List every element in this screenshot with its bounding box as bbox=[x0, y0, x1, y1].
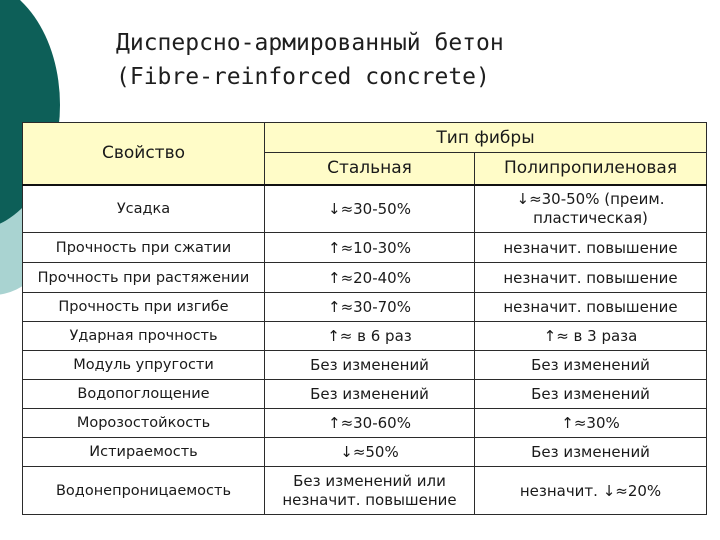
cell-property: Истираемость bbox=[23, 438, 265, 467]
title-line-2: (Fibre-reinforced concrete) bbox=[116, 64, 490, 90]
cell-polypropylene: Без изменений bbox=[475, 438, 707, 467]
cell-polypropylene: ↑≈ в 3 раза bbox=[475, 322, 707, 351]
table-row bbox=[23, 351, 707, 380]
cell-polypropylene: Без изменений bbox=[475, 380, 707, 409]
table-row bbox=[23, 409, 707, 438]
cell-steel: ↓≈50% bbox=[265, 438, 475, 467]
header-fiber-type: Тип фибры bbox=[265, 123, 707, 153]
cell-property: Морозостойкость bbox=[23, 409, 265, 438]
cell-polypropylene: ↓≈30-50% (преим. пластическая) bbox=[475, 185, 707, 233]
table-row bbox=[23, 467, 707, 515]
cell-property: Водопоглощение bbox=[23, 380, 265, 409]
cell-property: Водонепроницаемость bbox=[23, 467, 265, 515]
table-row bbox=[23, 293, 707, 322]
cell-property: Ударная прочность bbox=[23, 322, 265, 351]
cell-steel: ↑≈ в 6 раз bbox=[265, 322, 475, 351]
cell-steel: ↑≈30-70% bbox=[265, 293, 475, 322]
header-polypropylene: Полипропиленовая bbox=[475, 153, 707, 185]
cell-steel: ↑≈30-60% bbox=[265, 409, 475, 438]
table-row bbox=[23, 322, 707, 351]
cell-steel: Без изменений или незначит. повышение bbox=[265, 467, 475, 515]
cell-property: Прочность при изгибе bbox=[23, 293, 265, 322]
table-row bbox=[23, 263, 707, 293]
cell-steel: ↓≈30-50% bbox=[265, 185, 475, 233]
cell-steel: Без изменений bbox=[265, 351, 475, 380]
properties-table bbox=[22, 122, 707, 515]
cell-property: Усадка bbox=[23, 185, 265, 233]
cell-polypropylene: ↑≈30% bbox=[475, 409, 707, 438]
title-line-1: Дисперсно-армированный бетон bbox=[116, 30, 504, 56]
cell-polypropylene: Без изменений bbox=[475, 351, 707, 380]
slide-title bbox=[116, 26, 504, 94]
table-row bbox=[23, 233, 707, 263]
cell-steel: ↑≈20-40% bbox=[265, 263, 475, 293]
table-row bbox=[23, 185, 707, 233]
cell-steel: Без изменений bbox=[265, 380, 475, 409]
header-property: Свойство bbox=[23, 123, 265, 185]
cell-property: Прочность при растяжении bbox=[23, 263, 265, 293]
cell-polypropylene: незначит. повышение bbox=[475, 233, 707, 263]
cell-property: Прочность при сжатии bbox=[23, 233, 265, 263]
cell-polypropylene: незначит. повышение bbox=[475, 293, 707, 322]
cell-polypropylene: незначит. повышение bbox=[475, 263, 707, 293]
cell-polypropylene: незначит. ↓≈20% bbox=[475, 467, 707, 515]
cell-steel: ↑≈10-30% bbox=[265, 233, 475, 263]
table-row bbox=[23, 438, 707, 467]
table-row bbox=[23, 380, 707, 409]
cell-property: Модуль упругости bbox=[23, 351, 265, 380]
header-steel: Стальная bbox=[265, 153, 475, 185]
